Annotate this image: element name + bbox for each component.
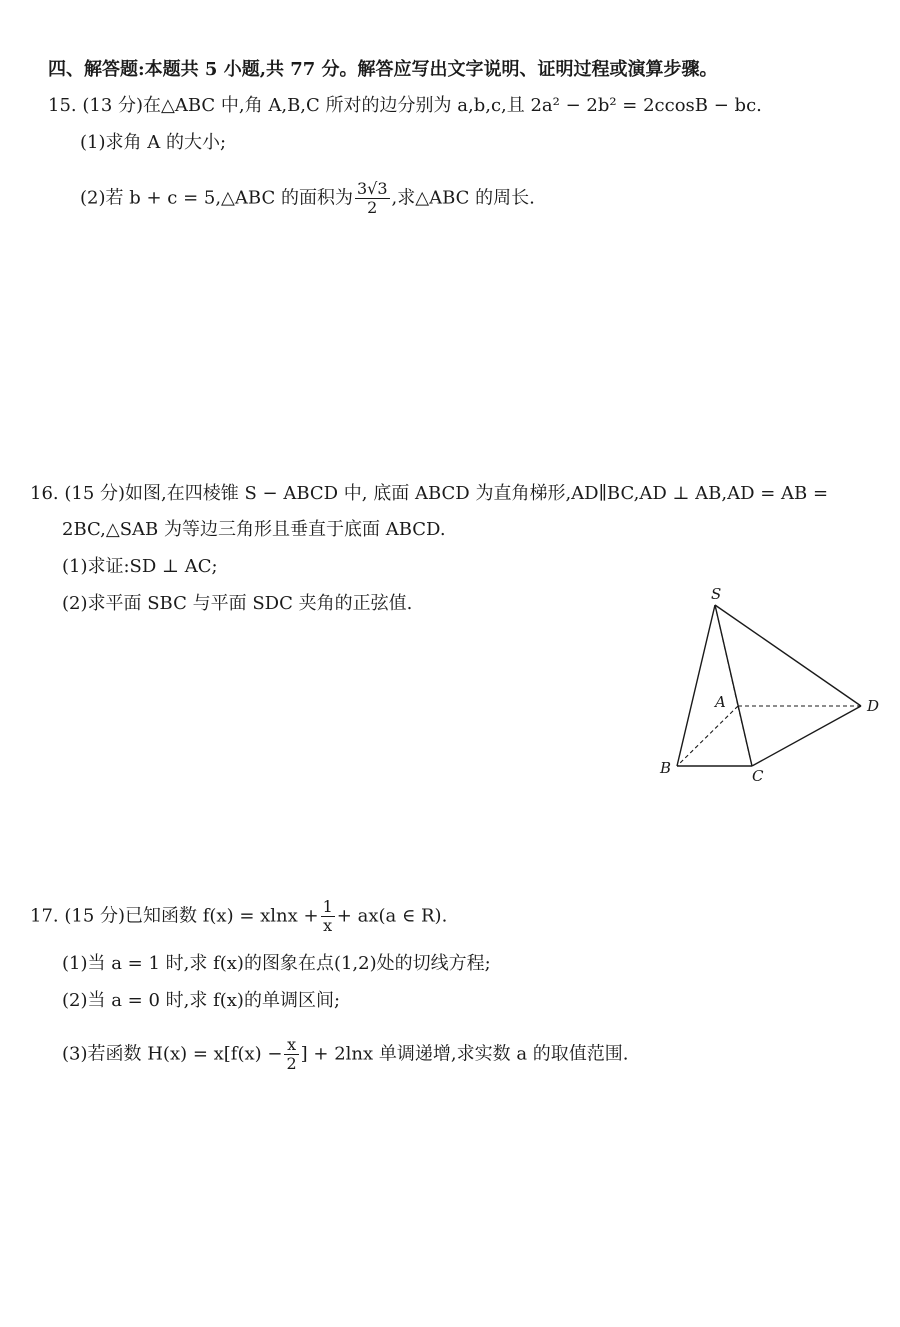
label-C: C [752,767,764,785]
q16-stem-line2: 2BC,△SAB 为等边三角形且垂直于底面 ABCD. [62,519,446,540]
q17-part1: (1)当 a = 1 时,求 f(x)的图象在点(1,2)处的切线方程; [62,953,491,974]
q17-stem-after: + ax(a ∈ R). [336,905,448,927]
label-S: S [711,585,722,603]
q17-part2: (2)当 a = 0 时,求 f(x)的单调区间; [62,990,341,1011]
q17-part3-numerator: x [284,1036,298,1055]
q17-stem [30,898,447,935]
q15-stem: 15. (13 分)在△ABC 中,角 A,B,C 所对的边分别为 a,b,c,且 2a² − 2b² = 2ccosB − bc. [48,95,762,116]
pyramid-svg [655,580,895,790]
q15-area-fraction [355,180,390,217]
q17-part3-after: ] + 2lnx 单调递增,求实数 a 的取值范围. [300,1043,629,1065]
q16-stem-line1: 16. (15 分)如图,在四棱锥 S − ABCD 中, 底面 ABCD 为直角梯形,AD∥BC,AD ⊥ AB,AD = AB = [30,483,829,504]
edge-SB [677,605,715,766]
label-D: D [867,697,880,715]
edge-SD [715,605,861,706]
q17-part3-denominator: 2 [286,1054,297,1073]
q17-stem-fraction [321,898,335,935]
label-B: B [660,759,672,777]
q15-part2 [80,180,535,217]
pyramid-figure [655,580,895,790]
q15-part2-before: (2)若 b + c = 5,△ABC 的面积为 [80,187,353,209]
q16-part1: (1)求证:SD ⊥ AC; [62,556,218,577]
q15-part1: (1)求角 A 的大小; [80,132,227,153]
q15-part2-after: ,求△ABC 的周长. [391,187,535,209]
q17-stem-numerator: 1 [322,897,333,916]
edge-AB [677,706,738,766]
q15-area-numerator: 3√3 [356,179,388,198]
label-A: A [715,693,726,711]
q17-stem-before: 17. (15 分)已知函数 f(x) = xlnx + [30,905,319,927]
q16-part2: (2)求平面 SBC 与平面 SDC 夹角的正弦值. [62,593,413,614]
q17-stem-denominator: x [323,916,333,935]
edge-CD [752,706,861,766]
q17-part3-fraction [284,1036,298,1073]
edge-AC [738,706,752,766]
q15-area-denominator: 2 [367,198,378,217]
q17-part3 [62,1036,629,1073]
q17-part3-before: (3)若函数 H(x) = x[f(x) − [62,1043,283,1065]
section-heading: 四、解答题:本题共 5 小题,共 77 分。解答应写出文字说明、证明过程或演算步骤。 [48,59,718,80]
